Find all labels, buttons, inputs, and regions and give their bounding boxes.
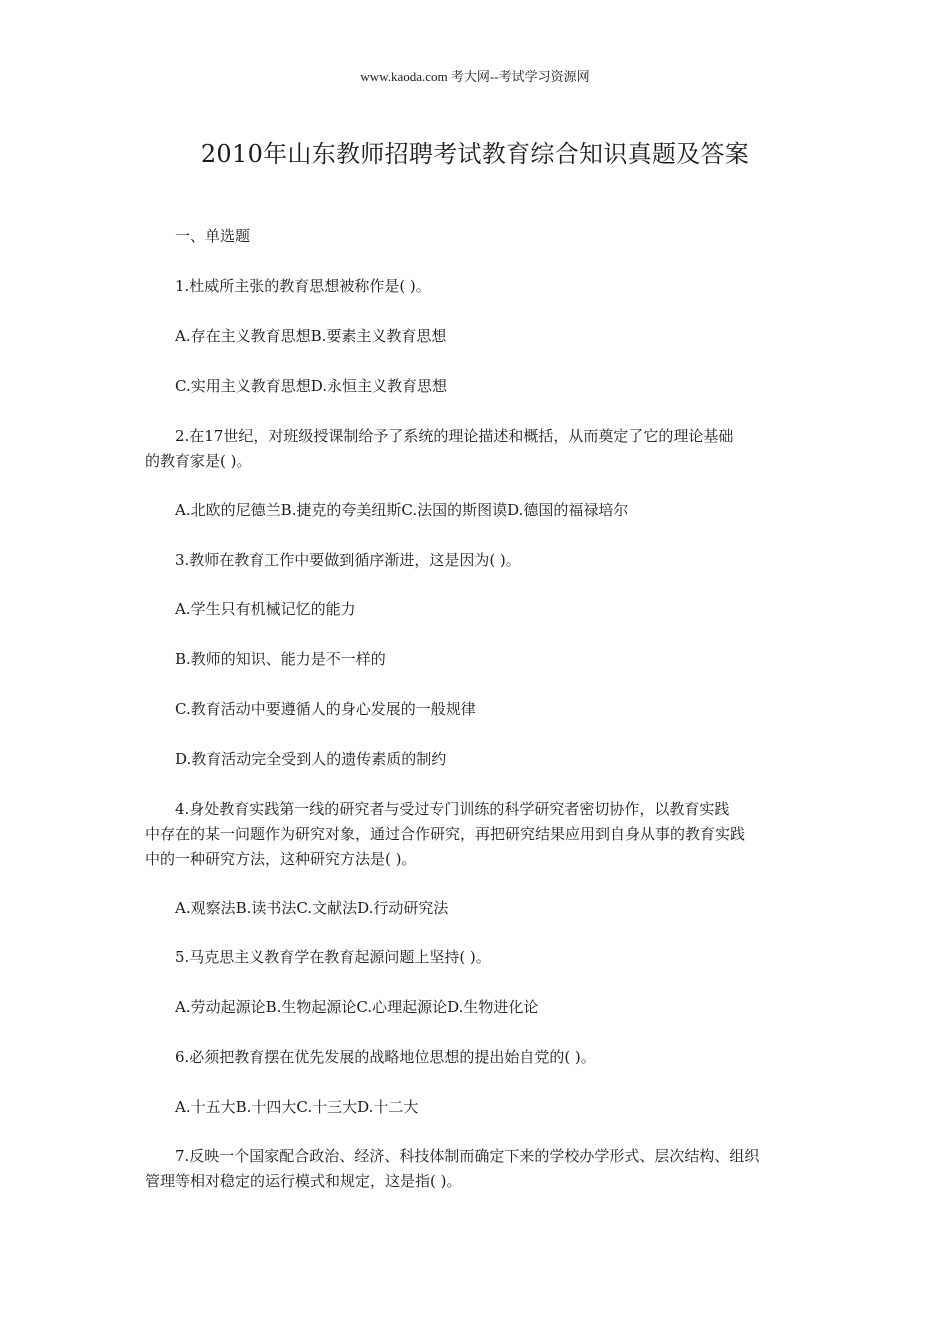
paragraph-line: A.观察法B.读书法C.文献法D.行动研究法: [175, 899, 449, 917]
paragraph-line: 6.必须把教育摆在优先发展的战略地位思想的提出始自党的( )。: [175, 1048, 596, 1066]
paragraph-line: D.教育活动完全受到人的遗传素质的制约: [175, 750, 447, 768]
paragraph-line: B.教师的知识、能力是不一样的: [175, 650, 386, 668]
paragraph-line: A.十五大B.十四大C.十三大D.十二大: [175, 1098, 419, 1116]
section-heading: 一、单选题: [175, 227, 251, 245]
paragraph-line: 4.身处教育实践第一线的研究者与受过专门训练的科学研究者密切协作，以教育实践: [175, 800, 730, 818]
question-5-options: [145, 995, 813, 1020]
paragraph-line: A.学生只有机械记忆的能力: [175, 600, 356, 618]
paragraph-line: C.实用主义教育思想D.永恒主义教育思想: [175, 377, 447, 395]
question-6-options: [145, 1095, 813, 1120]
paragraph-line: 中的一种研究方法，这种研究方法是( )。: [145, 850, 417, 868]
question-6: [145, 1045, 813, 1070]
paragraph-line: 1.杜威所主张的教育思想被称作是( )。: [175, 277, 431, 295]
page-header-source: www.kaoda.com 考大网--考试学习资源网: [360, 69, 590, 84]
question-1-options-ab: [145, 324, 813, 349]
question-3-option-b: [145, 647, 813, 672]
paragraph-line: 7.反映一个国家配合政治、经济、科技体制而确定下来的学校办学形式、层次结构、组织: [175, 1147, 760, 1165]
question-4: [145, 797, 813, 872]
paragraph-line: C.教育活动中要遵循人的身心发展的一般规律: [175, 700, 476, 718]
question-5: [145, 945, 813, 970]
question-1-options-cd: [145, 374, 813, 399]
question-2: [145, 424, 813, 474]
question-3: [145, 548, 813, 573]
paragraph-line: 5.马克思主义教育学在教育起源问题上坚持( )。: [175, 948, 491, 966]
question-2-options: [145, 498, 813, 523]
paragraph-line: 管理等相对稳定的运行模式和规定，这是指( )。: [145, 1172, 462, 1190]
question-3-option-c: [145, 697, 813, 722]
paragraph-line: 的教育家是( )。: [145, 452, 252, 470]
question-1: [145, 274, 813, 299]
question-4-options: [145, 896, 813, 921]
paragraph-line: A.北欧的尼德兰B.捷克的夸美纽斯C.法国的斯图谟D.德国的福禄培尔: [175, 501, 629, 519]
paragraph-line: A.劳动起源论B.生物起源论C.心理起源论D.生物进化论: [175, 998, 539, 1016]
question-7: [145, 1144, 813, 1194]
paragraph-line: 2.在17世纪，对班级授课制给予了系统的理论描述和概括，从而奠定了它的理论基础: [175, 427, 734, 445]
document-title: 2010年山东教师招聘考试教育综合知识真题及答案: [200, 140, 750, 168]
paragraph-line: A.存在主义教育思想B.要素主义教育思想: [175, 327, 447, 345]
paragraph-line: 3.教师在教育工作中要做到循序渐进，这是因为( )。: [175, 551, 521, 569]
question-3-option-d: [145, 747, 813, 772]
question-3-option-a: [145, 597, 813, 622]
paragraph-line: 中存在的某一问题作为研究对象，通过合作研究，再把研究结果应用到自身从事的教育实践: [145, 825, 746, 843]
